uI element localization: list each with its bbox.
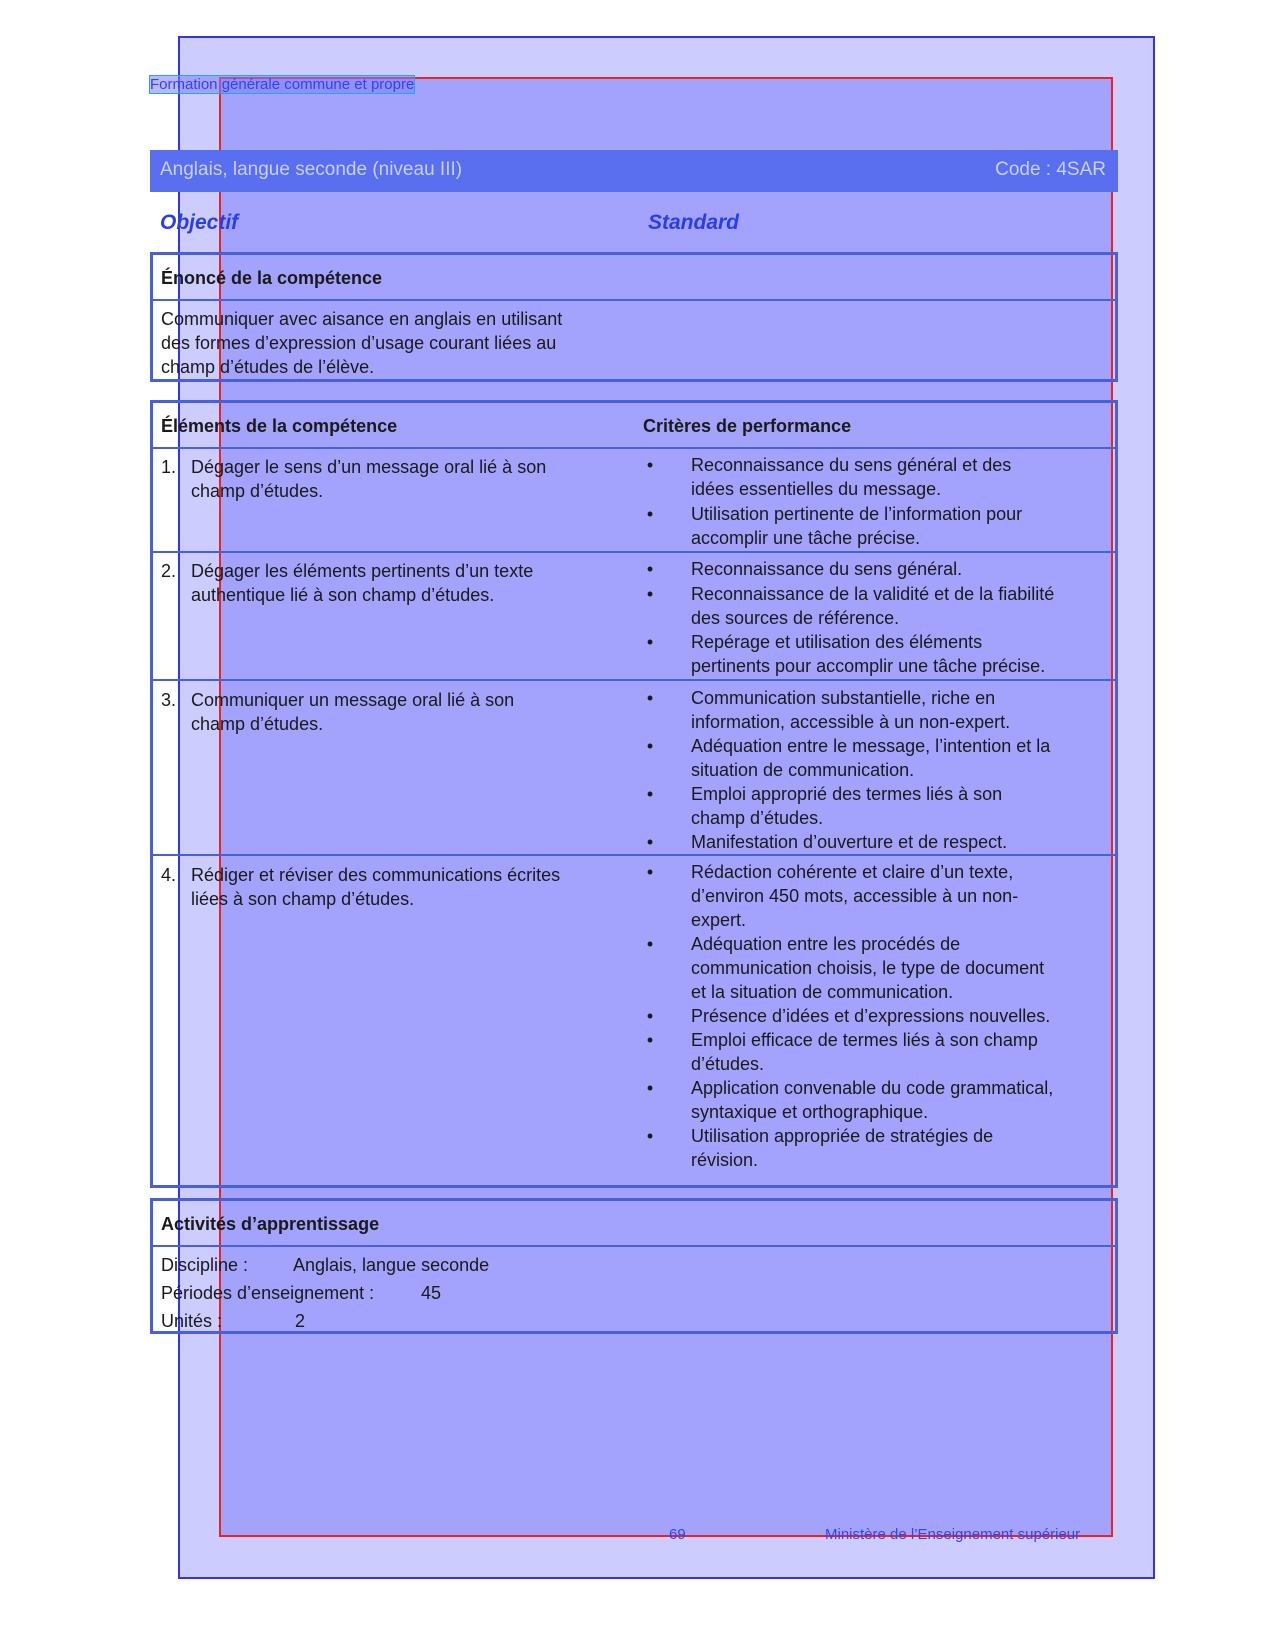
bullet: •	[646, 1078, 654, 1098]
criterion	[691, 1004, 1111, 1028]
criterion	[691, 734, 1111, 782]
criterion-line: Emploi efficace de termes liés à son champ	[691, 1030, 1038, 1050]
enonce-line: Communiquer avec aisance en anglais en utilisant	[161, 309, 563, 329]
criterion	[691, 1076, 1111, 1124]
divider	[153, 679, 1115, 681]
element-number: 3.	[161, 690, 177, 710]
enonce-box	[150, 252, 1118, 382]
activites-box	[150, 1198, 1118, 1334]
element-line: champ d’études.	[191, 714, 324, 734]
divider	[153, 447, 1115, 449]
criterion-line: Application convenable du code grammatical,	[691, 1078, 1054, 1098]
criteres-title: Critères de performance	[643, 416, 852, 436]
criterion	[691, 686, 1101, 734]
element-text	[191, 688, 631, 736]
criterion-line: d’études.	[691, 1054, 765, 1074]
element-number: 2.	[161, 561, 177, 581]
bullet: •	[646, 504, 654, 524]
bullet: •	[646, 862, 654, 882]
bullet: •	[646, 455, 654, 475]
element-line: Dégager le sens d’un message oral lié à son	[191, 457, 547, 477]
course-title-bar	[150, 150, 1118, 192]
course-code: Code : 4SAR	[995, 159, 1106, 180]
criterion-line: des sources de référence.	[691, 608, 900, 628]
criterion	[691, 502, 1101, 550]
elements-title: Éléments de la compétence	[161, 416, 398, 436]
element-text	[191, 455, 631, 503]
element-line: authentique lié à son champ d’études.	[191, 585, 495, 605]
discipline-value: Anglais, langue seconde	[293, 1255, 490, 1275]
criterion-line: Reconnaissance du sens général.	[691, 559, 963, 579]
bullet: •	[646, 584, 654, 604]
criterion-line: Reconnaissance du sens général et des	[691, 455, 1012, 475]
element-line: Dégager les éléments pertinents d’un texte	[191, 561, 534, 581]
bullet: •	[646, 784, 654, 804]
element-row	[153, 863, 1115, 1173]
criterion-line: révision.	[691, 1150, 759, 1170]
bullet: •	[646, 1006, 654, 1026]
element-row	[153, 688, 1115, 858]
bullet: •	[646, 1030, 654, 1050]
bullet: •	[646, 736, 654, 756]
criterion-line: Adéquation entre les procédés de	[691, 934, 961, 954]
criterion	[691, 782, 1101, 830]
bullet: •	[646, 632, 654, 652]
ministry-footer: Ministère de l’Enseignement supérieur	[825, 1526, 1081, 1543]
bullet: •	[646, 1126, 654, 1146]
periodes-value: 45	[421, 1283, 442, 1303]
criterion-line: Adéquation entre le message, l’intention et la	[691, 736, 1051, 756]
criterion-line: Utilisation pertinente de l’information pour	[691, 504, 1023, 524]
objectif-heading: Objectif	[160, 211, 239, 234]
criterion-line: champ d’études.	[691, 808, 824, 828]
criterion-line: expert.	[691, 910, 747, 930]
element-row	[153, 559, 1115, 683]
divider	[153, 551, 1115, 553]
bullet: •	[646, 559, 654, 579]
criterion-line: Communication substantielle, riche en	[691, 688, 996, 708]
element-line: Rédiger et réviser des communications écrites	[191, 865, 561, 885]
criterion-line: Manifestation d’ouverture et de respect.	[691, 832, 1008, 852]
course-title: Anglais, langue seconde (niveau III)	[160, 159, 463, 180]
enonce-title: Énoncé de la compétence	[161, 268, 383, 288]
criterion-line: Emploi approprié des termes liés à son	[691, 784, 1003, 804]
elements-box	[150, 400, 1118, 1188]
criterion	[691, 830, 1101, 854]
criterion-line: Utilisation appropriée de stratégies de	[691, 1126, 994, 1146]
divider	[153, 1245, 1115, 1247]
element-line: champ d’études.	[191, 481, 324, 501]
bullet: •	[646, 934, 654, 954]
element-text	[191, 559, 631, 607]
criterion-line: Rédaction cohérente et claire d’un texte,	[691, 862, 1014, 882]
criterion-line: communication choisis, le type de document	[691, 958, 1045, 978]
criterion-line: syntaxique et orthographique.	[691, 1102, 929, 1122]
criterion	[691, 453, 1101, 501]
criterion-line: Repérage et utilisation des éléments	[691, 632, 983, 652]
criterion-line: d’environ 450 mots, accessible à un non-	[691, 886, 1019, 906]
criterion	[691, 582, 1111, 630]
running-head: Formation générale commune et propre	[150, 76, 415, 93]
criterion	[691, 630, 1111, 678]
criterion-line: Reconnaissance de la validité et de la fiabilité	[691, 584, 1055, 604]
element-text	[191, 863, 641, 911]
enonce-text	[161, 307, 562, 379]
criterion	[691, 557, 1101, 581]
criterion-line: situation de communication.	[691, 760, 915, 780]
element-number: 1.	[161, 457, 177, 477]
unites-value: 2	[295, 1311, 306, 1331]
standard-heading: Standard	[648, 211, 740, 234]
activites-title: Activités d’apprentissage	[161, 1214, 380, 1234]
criterion-line: Présence d’idées et d’expressions nouvelles.	[691, 1006, 1051, 1026]
enonce-line: des formes d’expression d’usage courant liées au	[161, 333, 557, 353]
unites-label: Unités :	[161, 1311, 223, 1331]
criterion	[691, 860, 1101, 932]
divider	[153, 854, 1115, 856]
element-row	[153, 455, 1115, 555]
discipline-label: Discipline :	[161, 1255, 249, 1275]
element-number: 4.	[161, 865, 177, 885]
criterion-line: accomplir une tâche précise.	[691, 528, 921, 548]
periodes-label: Périodes d’enseignement :	[161, 1283, 375, 1303]
element-line: liées à son champ d’études.	[191, 889, 415, 909]
criterion-line: information, accessible à un non-expert.	[691, 712, 1011, 732]
element-line: Communiquer un message oral lié à son	[191, 690, 515, 710]
enonce-line: champ d’études de l’élève.	[161, 357, 375, 377]
criterion	[691, 932, 1111, 1004]
bullet: •	[646, 688, 654, 708]
criterion-line: pertinents pour accomplir une tâche précise.	[691, 656, 1046, 676]
criterion-line: et la situation de communication.	[691, 982, 954, 1002]
criterion	[691, 1124, 1101, 1172]
criterion-line: idées essentielles du message.	[691, 479, 942, 499]
criterion	[691, 1028, 1101, 1076]
page-number: 69	[669, 1526, 686, 1543]
bullet: •	[646, 832, 654, 852]
divider	[153, 299, 1115, 301]
